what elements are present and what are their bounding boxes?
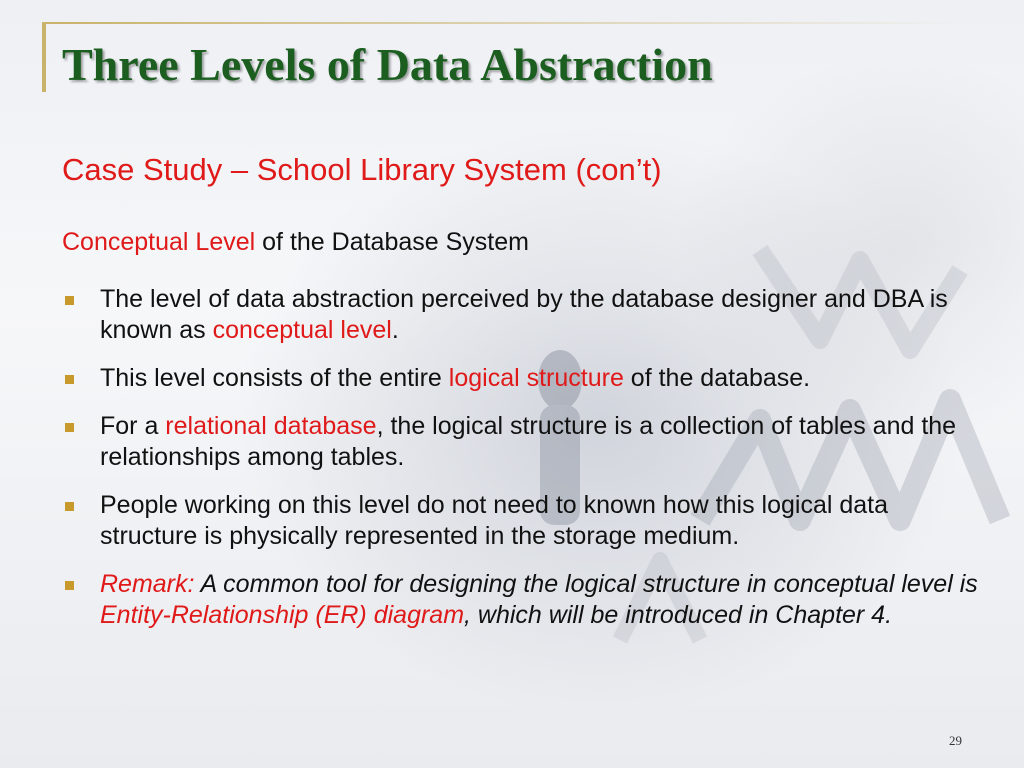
- square-bullet-icon: [65, 423, 74, 432]
- bullet-highlight: logical structure: [448, 364, 624, 392]
- bullet-text: of the database.: [623, 364, 811, 392]
- bullet-item-remark: [62, 569, 982, 631]
- bullet-text: The level of data abstraction perceived by the database designer and DBA is known as: [100, 285, 948, 344]
- bullet-highlight: relational database: [165, 412, 377, 440]
- square-bullet-icon: [65, 375, 74, 384]
- bullet-text: .: [391, 316, 399, 344]
- section-heading-rest: of the Database System: [255, 228, 529, 256]
- bullet-text: , the logical structure is a collection of tables and the relationships among tables.: [100, 412, 957, 471]
- bullet-text: For a: [100, 412, 166, 440]
- slide-subtitle: Case Study – School Library System (con’t): [62, 152, 662, 187]
- bullet-text: A common tool for designing the logical structure in conceptual level is: [194, 570, 978, 598]
- title-accent-bar: [42, 22, 46, 92]
- remark-label: Remark:: [100, 570, 195, 598]
- title-accent-rule: [42, 22, 972, 24]
- bullet-text: This level consists of the entire: [100, 364, 449, 392]
- section-heading-highlight: Conceptual Level: [62, 228, 256, 256]
- square-bullet-icon: [65, 502, 74, 511]
- section-heading: [62, 228, 529, 257]
- bullet-highlight: Entity-Relationship (ER) diagram: [100, 601, 465, 629]
- square-bullet-icon: [65, 296, 74, 305]
- bullet-highlight: conceptual level: [212, 316, 392, 344]
- bullet-text: , which will be introduced in Chapter 4.: [464, 601, 893, 629]
- bullet-item: [62, 363, 982, 394]
- bullet-item: [62, 490, 982, 552]
- bullet-item: [62, 411, 982, 473]
- square-bullet-icon: [65, 581, 74, 590]
- bullet-item: [62, 284, 982, 346]
- bullet-list: [62, 284, 982, 648]
- bullet-text: People working on this level do not need to known how this logical data structure is physically represented in the storage medium.: [100, 491, 889, 550]
- page-number: 29: [949, 733, 962, 748]
- slide-title: Three Levels of Data Abstraction: [62, 39, 713, 90]
